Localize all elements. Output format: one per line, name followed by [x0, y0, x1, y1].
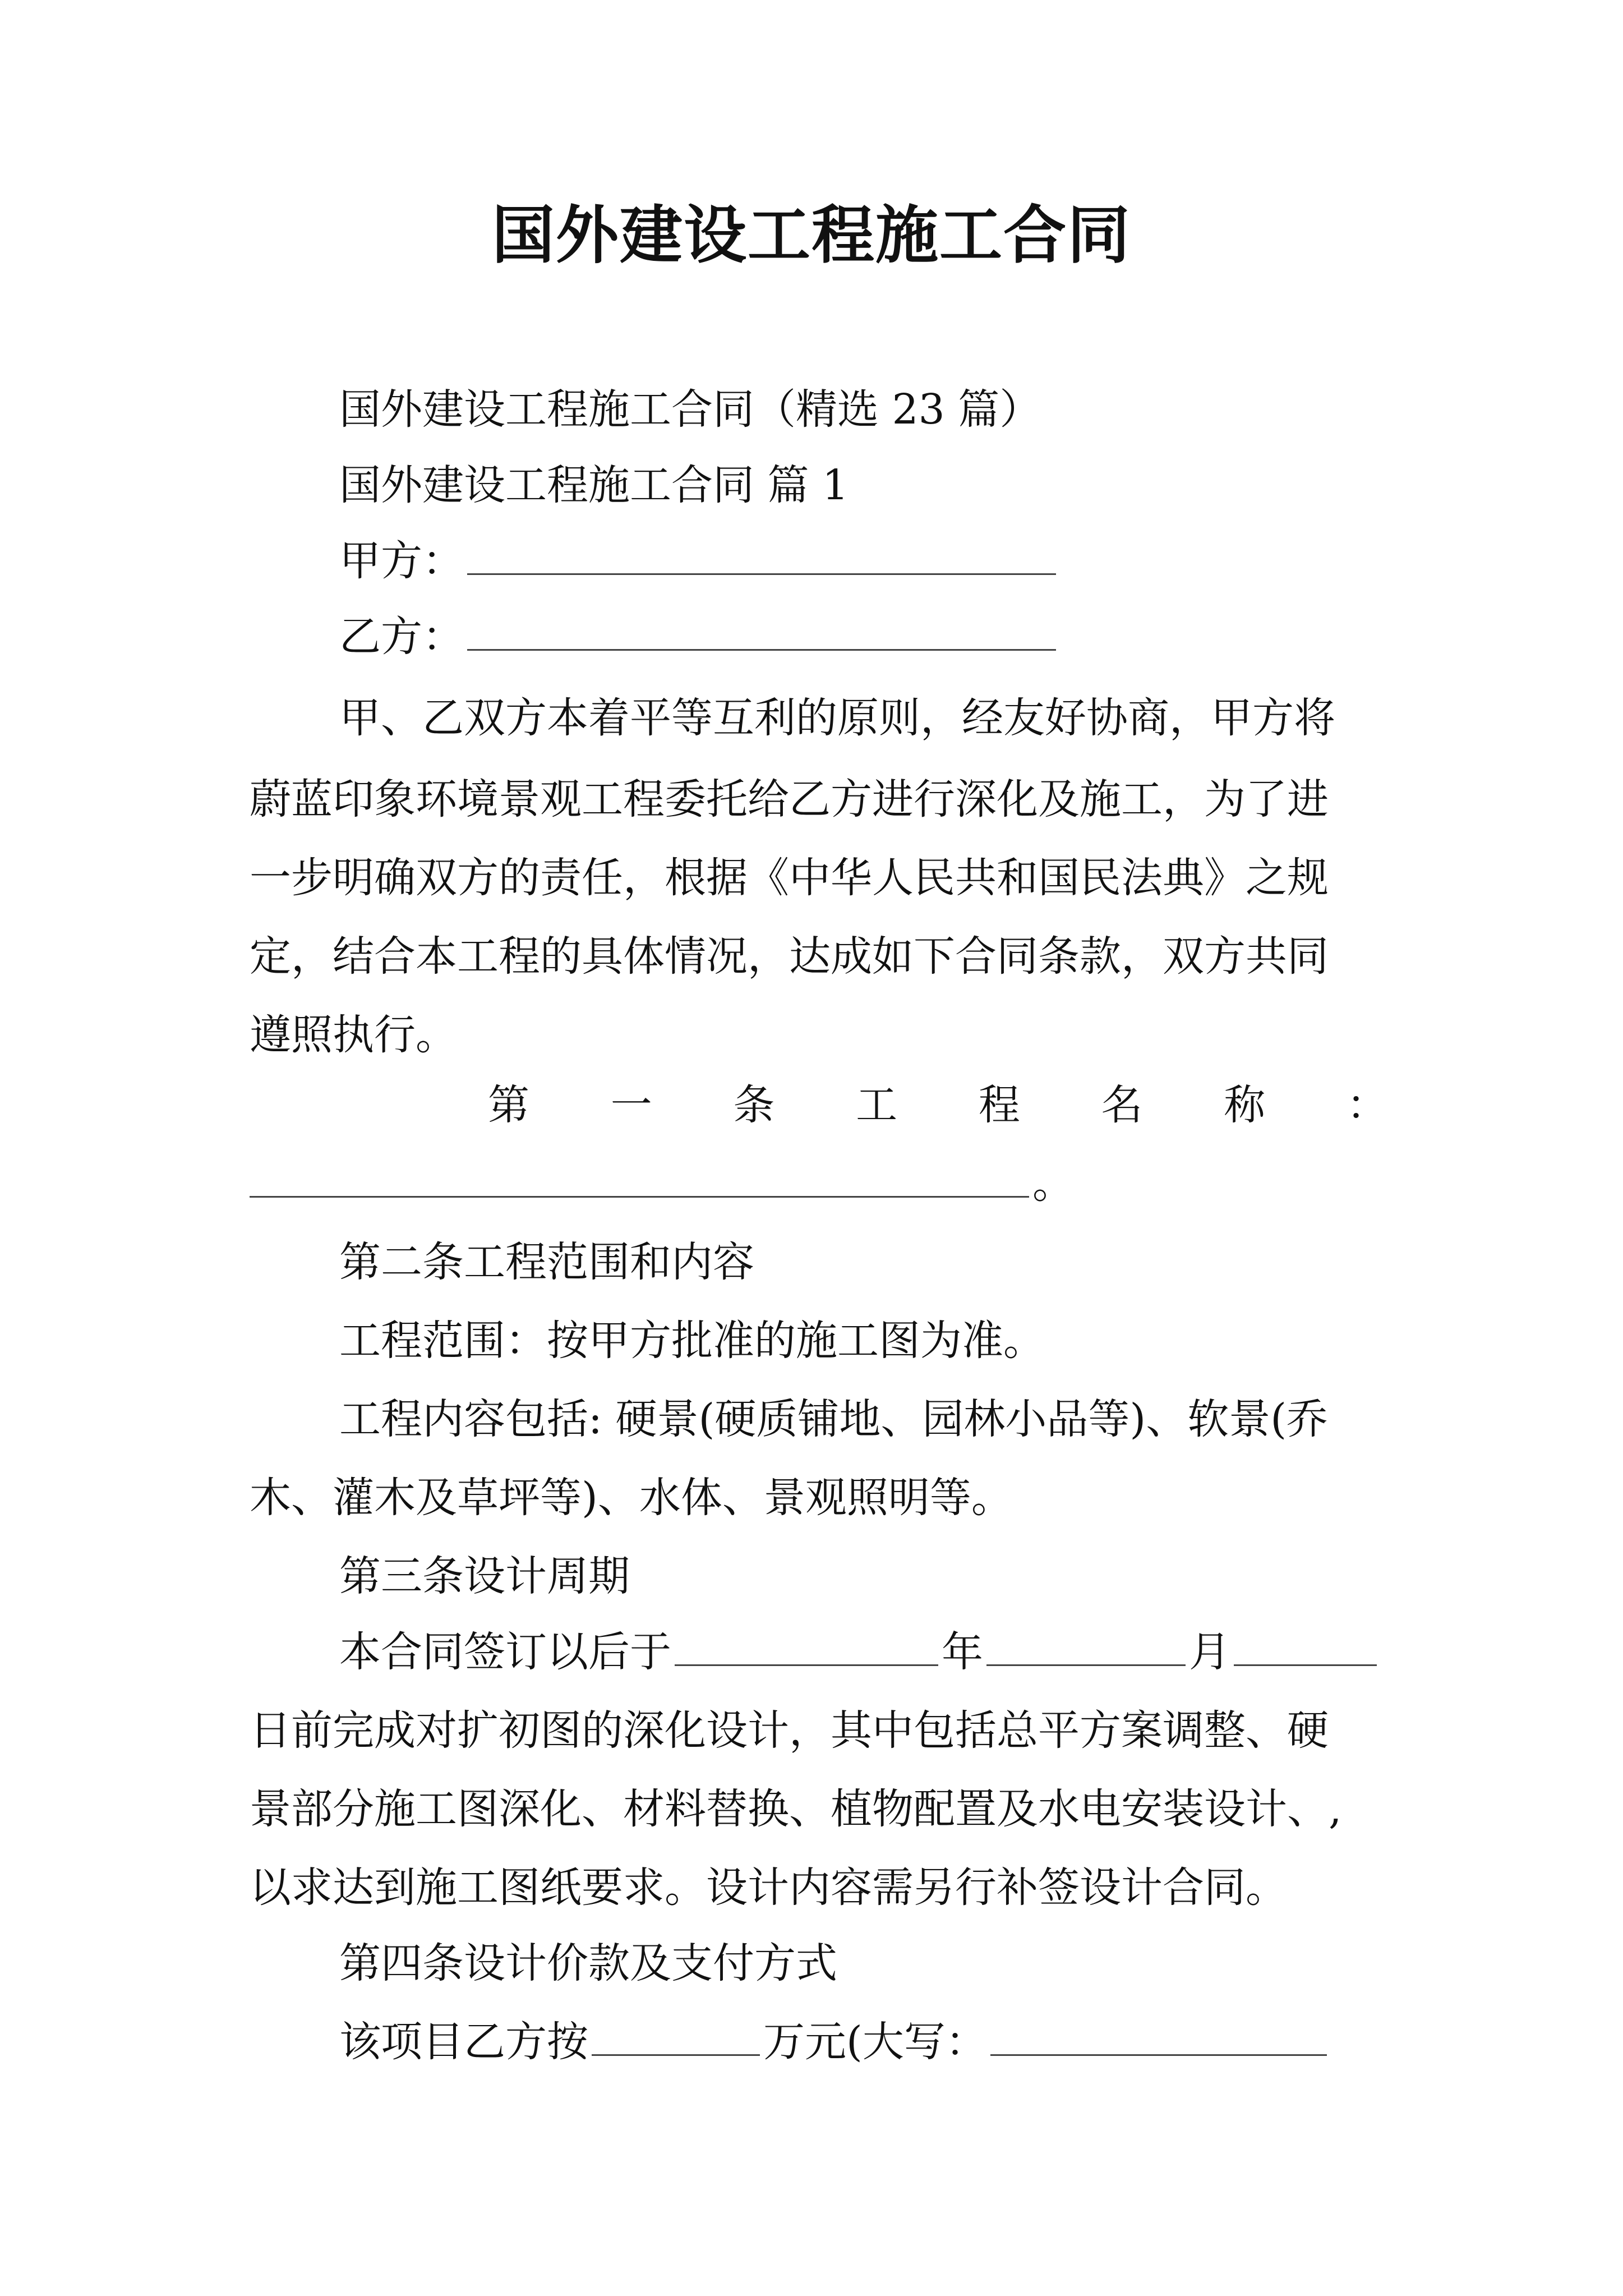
part-heading: 国外建设工程施工合同 篇 1: [339, 461, 849, 509]
party-a-line: [339, 533, 1388, 589]
article1-char: ：: [1346, 1081, 1388, 1129]
party-b-label: 乙方：: [339, 613, 464, 661]
period-year: 年: [942, 1628, 983, 1676]
article1-char: 程: [978, 1081, 1020, 1129]
price-words-blank: [990, 2054, 1327, 2056]
article1-char: 第: [488, 1081, 529, 1129]
article4-heading: 第四条设计价款及支付方式: [339, 1939, 837, 1987]
content-line: 木、灌木及草坪等)、水体、景观照明等。: [250, 1474, 1013, 1522]
article1-char: 一: [610, 1081, 652, 1129]
month-blank: [986, 1664, 1186, 1666]
period-line: 以求达到施工图纸要求。设计内容需另行补签设计合同。: [250, 1864, 1287, 1912]
day-blank: [1234, 1664, 1377, 1666]
party-a-label: 甲方：: [339, 537, 464, 585]
article3-heading: 第三条设计周期: [339, 1552, 630, 1600]
article1-blank-line: [250, 1156, 1388, 1212]
intro-line: 蔚蓝印象环境景观工程委托给乙方进行深化及施工，为了进: [250, 775, 1329, 823]
intro-line: 甲、乙双方本着平等互利的原则，经友好协商，甲方将: [339, 694, 1335, 742]
article2-heading: 第二条工程范围和内容: [339, 1238, 754, 1286]
year-blank: [675, 1664, 938, 1666]
content-line: 工程内容包括: 硬景(硬质铺地、园林小品等)、软景(乔: [339, 1395, 1329, 1443]
period-line: 景部分施工图深化、材料替换、植物配置及水电安装设计、,: [250, 1785, 1342, 1833]
article1-heading: [488, 1077, 1388, 1133]
period-line: 日前完成对扩初图的深化设计，其中包括总平方案调整、硬: [250, 1706, 1329, 1755]
intro-line: 一步明确双方的责任，根据《中华人民共和国民法典》之规: [250, 854, 1329, 902]
scope-line: 工程范围：按甲方批准的施工图为准。: [339, 1317, 1045, 1365]
period-line: [339, 1624, 1388, 1680]
period-month: 月: [1189, 1628, 1230, 1676]
article1-char: 条: [733, 1081, 775, 1129]
price-blank: [592, 2054, 760, 2056]
subtitle: 国外建设工程施工合同（精选 23 篇）: [339, 385, 1041, 434]
party-b-line: [339, 609, 1388, 665]
price-unit: 万元(大写：: [763, 2018, 987, 2066]
project-name-blank: [250, 1196, 1029, 1198]
document-title: 国外建设工程施工合同: [492, 199, 1131, 272]
article1-end: 。: [1032, 1159, 1074, 1208]
price-line: [339, 2014, 1388, 2070]
party-a-blank: [467, 573, 1056, 575]
article1-char: 名: [1101, 1081, 1143, 1129]
intro-line: 遵照执行。: [250, 1011, 457, 1059]
article1-char: 称: [1224, 1081, 1266, 1129]
article1-char: 工: [856, 1081, 898, 1129]
period-start: 本合同签订以后于: [339, 1628, 671, 1676]
price-start: 该项目乙方按: [339, 2018, 588, 2066]
party-b-blank: [467, 649, 1056, 651]
intro-line: 定，结合本工程的具体情况，达成如下合同条款，双方共同: [250, 932, 1329, 981]
